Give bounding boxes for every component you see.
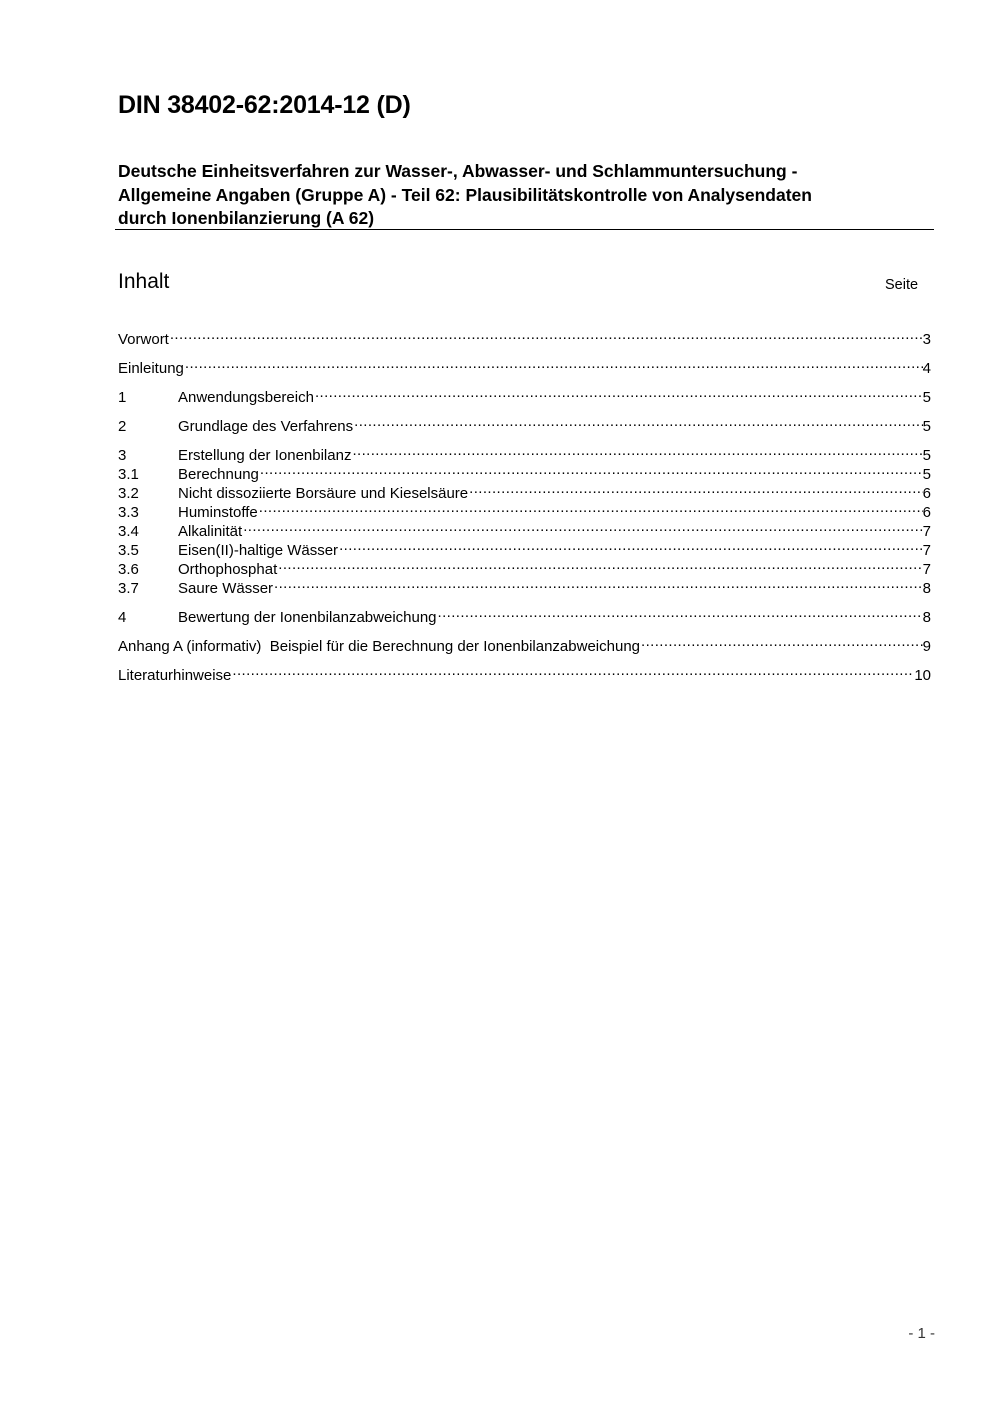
toc-entry-3-2[interactable]	[118, 479, 931, 502]
toc-dot-leader	[259, 460, 923, 479]
toc-entry-label: Einleitung	[118, 360, 184, 377]
toc-entry-3-1[interactable]	[118, 460, 931, 483]
toc-dot-leader	[437, 603, 923, 622]
toc-entry-3-7[interactable]	[118, 574, 931, 597]
toc-entry-page: 5	[922, 418, 931, 435]
toc-entry-page: 8	[922, 580, 931, 597]
document-title-line: durch Ionenbilanzierung (A 62)	[118, 208, 375, 228]
toc-entry-label: Bewertung der Ionenbilanzabweichung	[178, 609, 437, 626]
toc-entry-4[interactable]	[118, 603, 931, 626]
toc-entry-page: 6	[922, 504, 931, 521]
toc-dot-leader	[338, 536, 923, 555]
toc-entry-label: Grundlage des Verfahrens	[178, 418, 354, 435]
toc-dot-leader	[169, 325, 923, 344]
toc-entry-page: 10	[914, 667, 931, 684]
toc-entry-page: 5	[922, 389, 931, 406]
toc-entry-3-6[interactable]	[118, 555, 931, 578]
toc-entry-page: 7	[922, 542, 931, 559]
toc-entry-einleitung[interactable]	[118, 354, 931, 377]
toc-entry-page: 4	[922, 360, 931, 377]
toc-dot-leader	[273, 574, 923, 593]
toc-entry-1[interactable]	[118, 383, 931, 406]
toc-entry-label: Nicht dissoziierte Borsäure und Kieselsäure	[178, 485, 469, 502]
toc-dot-leader	[258, 498, 923, 517]
toc-entry-label: Anhang A (informativ) Beispiel für die Berechnung der Ionenbilanzabweichung	[118, 638, 640, 655]
toc-dot-leader	[277, 555, 922, 574]
toc-dot-leader	[640, 632, 923, 651]
toc-dot-leader	[242, 517, 922, 536]
toc-entry-label: Huminstoffe	[178, 504, 258, 521]
toc-entry-literaturhinweise[interactable]	[118, 661, 931, 684]
toc-entry-label: Alkalinität	[178, 523, 243, 540]
toc-entry-number: 3	[118, 447, 127, 464]
toc-entry-3-3[interactable]	[118, 498, 931, 521]
toc-entry-page: 7	[922, 523, 931, 540]
toc-entry-label: Saure Wässer	[178, 580, 274, 597]
toc-entry-number: 3.4	[118, 523, 139, 540]
document-title	[118, 160, 930, 231]
toc-entry-number: 3.6	[118, 561, 139, 578]
document-id: DIN 38402-62:2014-12 (D)	[118, 91, 411, 119]
toc-dot-leader	[351, 441, 922, 460]
toc-entry-number: 3.7	[118, 580, 139, 597]
toc-entry-page: 3	[922, 331, 931, 348]
toc-entry-number: 4	[118, 609, 127, 626]
toc-entry-label: Eisen(II)-haltige Wässer	[178, 542, 339, 559]
toc-entry-2[interactable]	[118, 412, 931, 435]
toc-entry-page: 6	[922, 485, 931, 502]
toc-dot-leader	[231, 661, 914, 680]
toc-heading: Inhalt	[118, 270, 170, 293]
toc-entry-label: Erstellung der Ionenbilanz	[178, 447, 352, 464]
toc-dot-leader	[353, 412, 923, 431]
toc-entry-number: 3.1	[118, 466, 139, 483]
toc-entry-page: 5	[922, 447, 931, 464]
title-divider	[115, 229, 934, 230]
toc-entry-number: 3.3	[118, 504, 139, 521]
toc-entry-label: Literaturhinweise	[118, 667, 232, 684]
toc-dot-leader	[184, 354, 923, 373]
toc-entry-3-4[interactable]	[118, 517, 931, 540]
toc-entry-number: 3.2	[118, 485, 139, 502]
toc-entry-label: Orthophosphat	[178, 561, 278, 578]
toc-entry-label: Vorwort	[118, 331, 169, 348]
document-title-line: Deutsche Einheitsverfahren zur Wasser-, Abwasser- und Schlammuntersuchung -	[118, 161, 798, 181]
toc-entry-vorwort[interactable]	[118, 325, 931, 348]
toc-entry-3[interactable]	[118, 441, 931, 464]
toc-page-column-label: Seite	[885, 277, 919, 293]
toc-entry-page: 8	[922, 609, 931, 626]
toc-entry-label: Anwendungsbereich	[178, 389, 314, 406]
toc-entry-3-5[interactable]	[118, 536, 931, 559]
toc-entry-anhang-a[interactable]	[118, 632, 931, 655]
toc-dot-leader	[314, 383, 923, 402]
toc-entry-label: Berechnung	[178, 466, 259, 483]
toc-entry-page: 9	[922, 638, 931, 655]
toc-dot-leader	[468, 479, 923, 498]
toc-entry-number: 2	[118, 418, 127, 435]
toc-entry-number: 3.5	[118, 542, 139, 559]
toc-entry-number: 1	[118, 389, 127, 406]
document-title-line: Allgemeine Angaben (Gruppe A) - Teil 62: Plausibilitätskontrolle von Analysendaten	[118, 184, 812, 205]
toc-entry-page: 7	[922, 561, 931, 578]
toc-entry-page: 5	[922, 466, 931, 483]
page-number: - 1 -	[908, 1325, 935, 1342]
